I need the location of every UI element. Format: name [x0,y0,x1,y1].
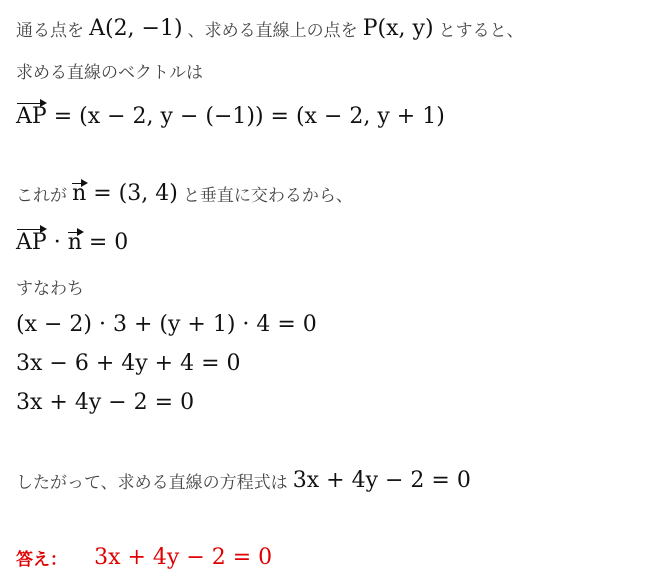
line-ap-vector [16,104,445,129]
equation-dot-zero: = 0 [81,230,129,255]
text-namely: すなわち [16,279,84,299]
text-this: これが [16,186,67,206]
text-passing-point: 通る点を [16,21,84,41]
equation-simplified: 3x + 4y − 2 = 0 [16,390,195,415]
equation-expansion-1: (x − 2) · 3 + (y + 1) · 4 = 0 [16,312,317,337]
equation-n-components: = (3, 4) [86,181,178,206]
text-suppose: とすると、 [438,21,524,41]
text-perpendicular: と垂直に交わるから、 [182,186,353,206]
equation-expansion-2: 3x − 6 + 4y + 4 = 0 [16,351,241,376]
point-p: P(x, y) [362,16,434,41]
vector-n-2: n [67,230,82,255]
dot-operator: · [46,230,68,255]
answer-line [16,545,272,570]
line-simplified [16,390,194,415]
answer-equation: 3x + 4y − 2 = 0 [94,545,273,570]
equation-ap-components: = (x − 2, y − (−1)) = (x − 2, y + 1) [46,104,445,129]
line-passing-point [16,16,524,41]
point-a: A(2, −1) [89,16,183,41]
vector-n: n [72,181,87,206]
line-namely [16,274,84,299]
answer-label: 答え： [16,550,67,570]
text-point-on-line: 、求める直線上の点を [187,21,358,41]
line-direction-vector-intro [16,58,203,83]
text-conclusion: したがって、求める直線の方程式は [16,473,288,493]
line-conclusion [16,468,471,493]
equation-conclusion: 3x + 4y − 2 = 0 [292,468,471,493]
line-dot-product [16,230,128,255]
vector-ap: AP [16,104,47,129]
text-direction-vector: 求める直線のベクトルは [16,63,203,83]
vector-ap-2: AP [16,230,47,255]
line-normal-vector [16,181,353,206]
line-expansion-1 [16,312,317,337]
line-expansion-2 [16,351,241,376]
